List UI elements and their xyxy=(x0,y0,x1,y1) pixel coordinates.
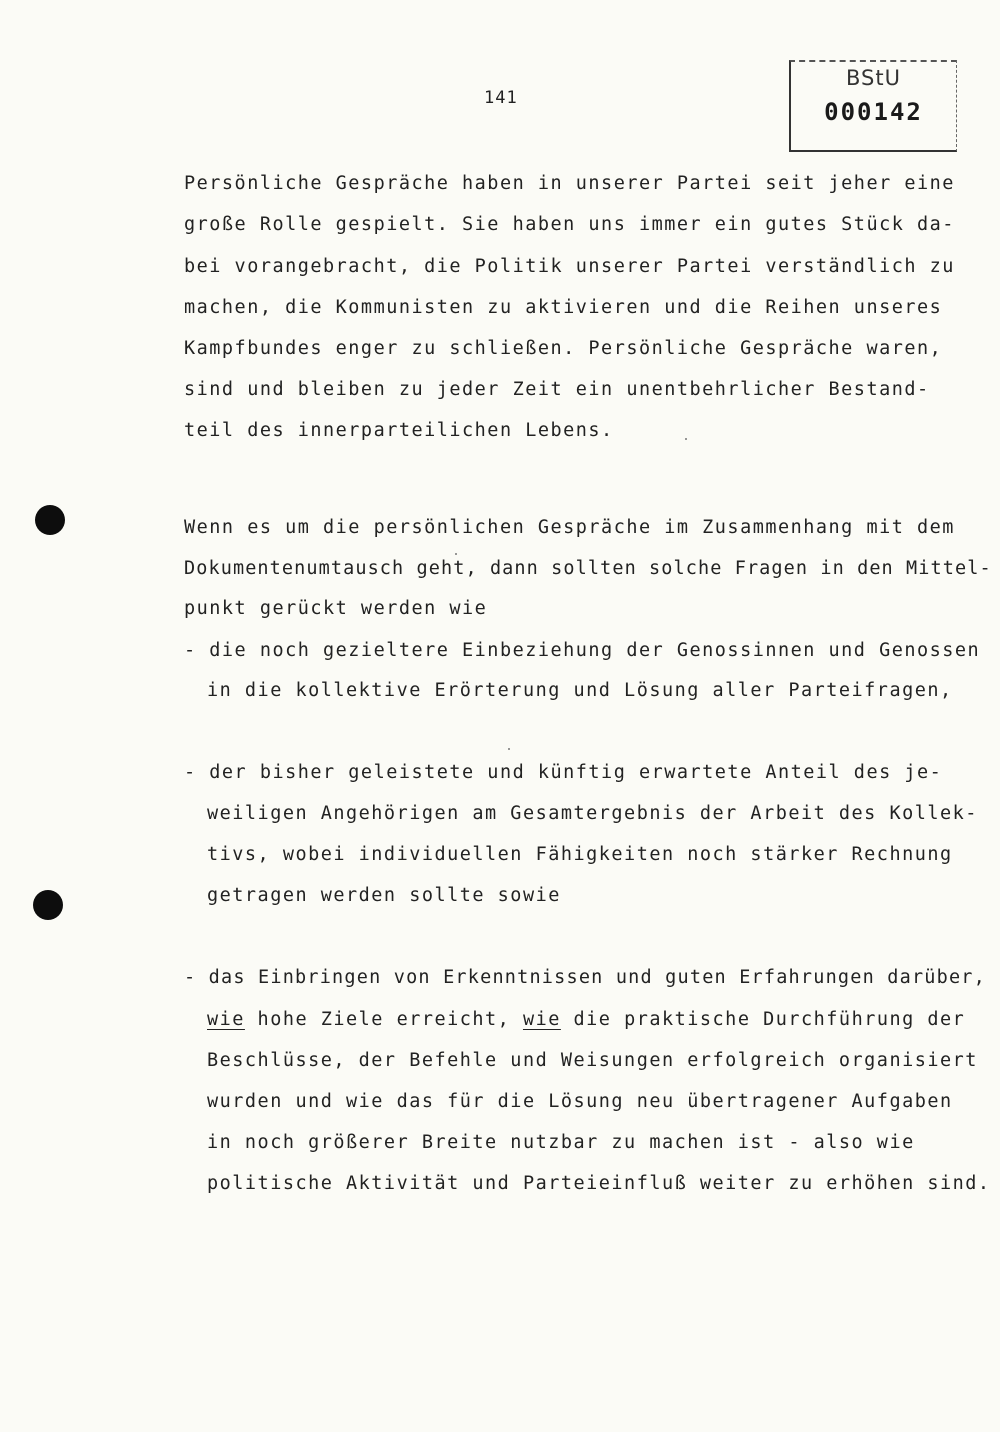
text-line: sind und bleiben zu jeder Zeit ein unentbehrlicher Bestand- xyxy=(184,379,930,400)
text-line: politische Aktivität und Parteieinfluß weiter zu erhöhen sind. xyxy=(207,1173,991,1194)
speck xyxy=(685,438,687,440)
underlined-word: wie xyxy=(522,1009,561,1030)
page-number: 141 xyxy=(484,88,518,108)
text-line: getragen werden sollte sowie xyxy=(207,885,561,906)
text-line: Kampfbundes enger zu schließen. Persönliche Gespräche waren, xyxy=(184,338,943,359)
text-line: große Rolle gespielt. Sie haben uns immer ein gutes Stück da- xyxy=(184,214,955,235)
underlined-word: wie xyxy=(207,1009,245,1030)
text-line: Wenn es um die persönlichen Gespräche im Zusammenhang mit dem xyxy=(184,517,955,538)
text-line: punkt gerückt werden wie xyxy=(184,598,488,619)
text-segment: die praktische Durchführung der xyxy=(560,1009,966,1030)
text-line xyxy=(207,1009,965,1031)
text-line: Persönliche Gespräche haben in unserer Partei seit jeher eine xyxy=(184,173,955,194)
text-line: in die kollektive Erörterung und Lösung aller Parteifragen, xyxy=(207,680,953,701)
text-line: - der bisher geleistete und künftig erwartete Anteil des je- xyxy=(184,762,943,783)
text-line: bei vorangebracht, die Politik unserer Partei verständlich zu xyxy=(184,256,955,277)
text-line: - das Einbringen von Erkenntnissen und guten Erfahrungen darüber, xyxy=(184,967,986,988)
speck xyxy=(455,553,457,555)
text-line: - die noch gezieltere Einbeziehung der Genossinnen und Genossen xyxy=(184,640,981,661)
punch-hole-top xyxy=(35,505,65,535)
stamp-label: BStU xyxy=(846,66,901,90)
text-line: Dokumentenumtausch geht, dann sollten solche Fragen in den Mittel- xyxy=(184,558,992,579)
text-line: machen, die Kommunisten zu aktivieren und die Reihen unseres xyxy=(184,297,943,318)
text-segment: hohe Ziele erreicht, xyxy=(244,1009,523,1030)
text-line: Beschlüsse, der Befehle und Weisungen erfolgreich organisiert xyxy=(207,1050,978,1071)
text-line: tivs, wobei individuellen Fähigkeiten noch stärker Rechnung xyxy=(207,844,953,865)
speck xyxy=(508,748,510,750)
punch-hole-bottom xyxy=(33,890,63,920)
stamp-number: 000142 xyxy=(824,98,923,126)
text-line: wurden und wie das für die Lösung neu übertragener Aufgaben xyxy=(207,1091,953,1112)
text-line: weiligen Angehörigen am Gesamtergebnis der Arbeit des Kollek- xyxy=(207,803,978,824)
text-line: teil des innerparteilichen Lebens. xyxy=(184,420,614,441)
text-line: in noch größerer Breite nutzbar zu machen ist - also wie xyxy=(207,1132,915,1153)
archive-stamp xyxy=(789,60,957,152)
